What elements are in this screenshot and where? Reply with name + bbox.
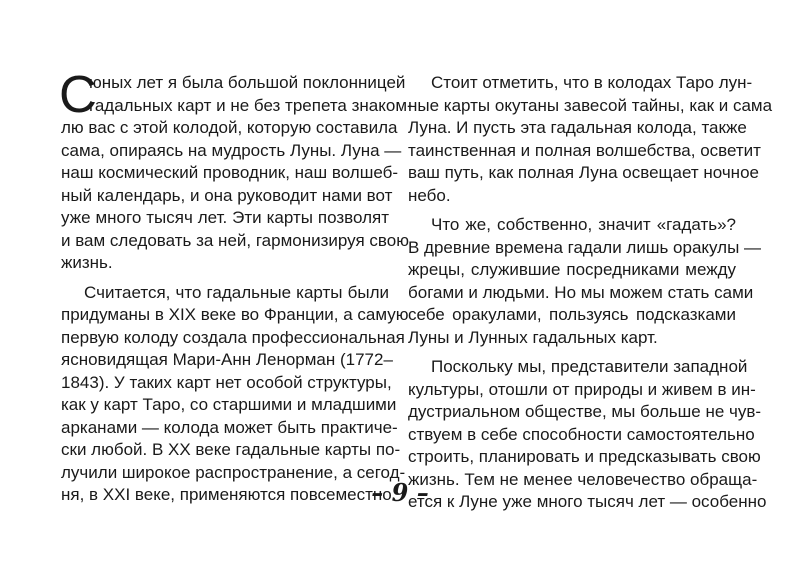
right-column [408,72,773,514]
text-line: жизнь. Тем не менее человечество обраща- [408,469,758,489]
text-line: Стоит отметить, что в колодах Таро лун- [431,73,753,92]
paragraph-gap [408,349,736,356]
text-line: ня, в XXI веке, применяются повсеместно. [61,485,397,504]
text-line: и вам следовать за ней, гармонизируя свою [61,230,409,250]
page-number: – 9 – [371,478,429,507]
text-line: уже много тысяч лет. Эти карты позволят [61,208,389,227]
text-line: Что же, собственно, значит «гадать»? [431,215,736,234]
text-line: дустриальном обществе, мы больше не чув- [408,402,762,421]
text-line: ски любой. В XX веке гадальные карты по- [61,440,401,459]
text-line: себе оракулами, пользуясь подсказками [408,305,736,324]
text-line: таинственная и полная волшебства, осветит [408,140,761,160]
text-line: ясновидящая Мари-Анн Ленорман (1772– [61,350,393,369]
text-line: культуры, отошли от природы и живем в ин- [408,379,756,399]
text-line: первую колоду создала профессиональная [61,327,405,347]
text-line: ствуем в себе способности самостоятельно [408,424,755,444]
text-line: юных лет я была большой поклонницей [89,73,406,92]
text-line: ется к Луне уже много тысяч лет — особенно [408,492,767,511]
text-line: Луны и Лунных гадальных карт. [408,327,658,347]
text-line: богами и людьми. Но мы можем стать сами [408,282,754,302]
paragraph-gap [408,207,736,214]
text-line: Считается, что гадальные карты были [84,282,389,302]
text-line: жизнь. [61,253,113,272]
text-line: ные карты окутаны завесой тайны, как и сама [408,95,773,115]
left-column [59,66,413,507]
text-line: жрецы, служившие посредниками между [408,260,736,279]
text-line: как у карт Таро, со старшими и младшими [61,395,397,414]
paragraph-gap [61,275,389,282]
text-line: В древние времена гадали лишь оракулы — [408,237,762,257]
text-line: арканами — колода может быть практиче- [61,417,398,437]
text-line: гадальных карт и не без трепета знаком- [89,95,413,115]
text-line: сама, опираясь на мудрость Луны. Луна — [61,140,402,160]
drop-cap: С [59,66,97,124]
text-line: строить, планировать и предсказывать свою [408,447,761,466]
text-line: наш космический проводник, наш волшеб- [61,163,399,182]
text-line: ваш путь, как полная Луна освещает ночное [408,163,759,182]
text-line: придуманы в XIX веке во Франции, а самую [61,305,409,324]
text-line: Луна. И пусть эта гадальная колода, также [408,118,747,137]
text-line: лю вас с этой колодой, которую составила [61,118,398,137]
text-line: 1843). У таких карт нет особой структуры, [61,372,392,392]
text-line: лучили широкое распространение, а сегод- [61,462,406,482]
text-line: ный календарь, и она руководит нами вот [61,185,393,205]
text-line: небо. [408,185,451,205]
text-line: Поскольку мы, представители западной [431,357,748,376]
